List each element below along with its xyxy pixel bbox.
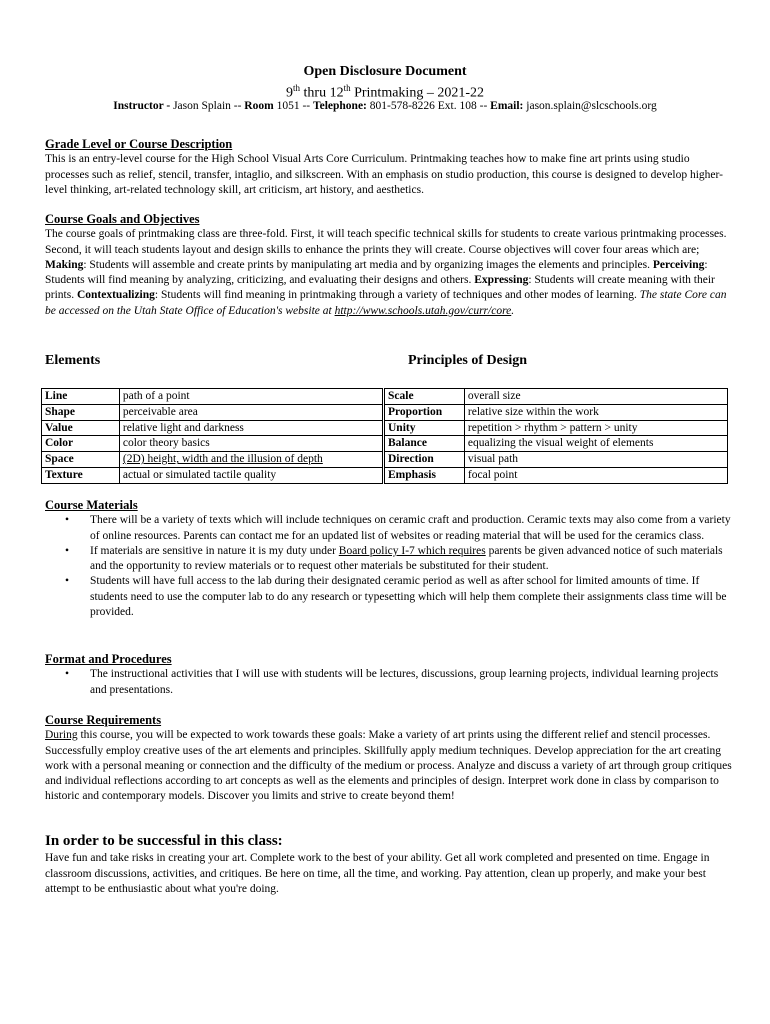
success-heading: In order to be successful in this class: (45, 833, 283, 849)
table-cell-desc: focal point (464, 467, 727, 483)
elements-table (41, 388, 383, 484)
subtitle-grade-start: 9 (286, 85, 293, 101)
table-cell-desc: relative light and darkness (119, 420, 382, 436)
perceiving-text: : Students will find meaning by analyzing, criticizing, and evaluating their designs and others. (45, 258, 708, 287)
grade-level-heading: Grade Level or Course Description (45, 137, 233, 151)
table-cell-term: Emphasis (385, 467, 465, 483)
table-row (385, 404, 728, 420)
course-subtitle (0, 83, 770, 102)
table-cell-desc: actual or simulated tactile quality (119, 467, 382, 483)
requirements-body: this course, you will be expected to work towards these goals: Make a variety of art prints using the different relief and stencil processes. Successfully employ creative uses of the art elements and principles. Skillfully apply medium techniques. Develop appreciation for the art creating work with a personal meaning or connection and the difficulty of the medium or process. Analyze and discuss a variety of art through group critiques and individual reflections according to art concepts as well as the elements and principles of design. Interpret work done in class by comparison to historic and contemporary models. Discover you limits and strive to create beyond them! (45, 729, 732, 803)
format-section (45, 652, 735, 698)
table-cell-desc: color theory basics (119, 436, 382, 452)
instructor-label: Instructor - (113, 100, 171, 112)
core-link[interactable]: http://www.schools.utah.gov/curr/core (334, 304, 512, 317)
requirements-text (45, 728, 735, 804)
making-text: : Students will assemble and create prints by manipulating art media and by organizing images the elements and principles. (83, 258, 653, 271)
table-cell-term: Line (42, 389, 120, 405)
phone-value: 801-578-8226 Ext. 108 -- (366, 100, 491, 112)
table-cell-desc: path of a point (119, 389, 382, 405)
table-cell-term: Color (42, 436, 120, 452)
bullet-icon: • (65, 544, 70, 557)
board-policy-link[interactable]: Board policy I-7 which requires (338, 544, 486, 557)
bullet-icon: • (65, 514, 70, 527)
instructor-contact (0, 100, 770, 112)
success-text: Have fun and take risks in creating your art. Complete work to the best of your ability. Get all work completed and presented on time. Engage in classroom discussions, activities, and critiques. Be here on time, all the time, and working. Pay attention, clean up properly, and make your best attempt to be enthusiastic about what you're doing. (45, 852, 710, 895)
materials-item-1: There will be a variety of texts which will include techniques on ceramic craft and production. Ceramic texts may also come from a variety of online resources. Parents can contact me for an updated list of websites or reading material that will be used for the ceramics class. (90, 514, 731, 542)
subtitle-sup-2: th (343, 83, 351, 93)
instructor-name: Jason Splain -- (170, 100, 245, 112)
course-materials-section (45, 498, 735, 620)
table-cell-term: Texture (42, 467, 120, 483)
core-note-end: . (511, 304, 515, 317)
contextualizing-label: Contextualizing (76, 289, 155, 302)
list-item (45, 513, 735, 544)
table-cell-desc: overall size (464, 389, 727, 405)
format-heading: Format and Procedures (45, 652, 172, 666)
room-label: Room (244, 100, 274, 112)
table-row (385, 389, 728, 405)
document-title: Open Disclosure Document (303, 64, 467, 79)
table-cell-term: Scale (385, 389, 465, 405)
format-list (45, 667, 735, 698)
principles-table (384, 388, 728, 484)
contextualizing-text: : Students will find meaning in printmaking through a variety of techniques and other modes of learning. (154, 289, 640, 302)
expressing-label: Expressing (474, 274, 529, 287)
expressing-text: : Students will create meaning with their prints. (45, 274, 715, 302)
table-row (385, 436, 728, 452)
table-cell-desc: relative size within the work (464, 404, 727, 420)
table-row (385, 420, 728, 436)
making-label: Making (45, 258, 84, 271)
success-section (45, 834, 735, 897)
subtitle-rest: Printmaking – 2021-22 (350, 85, 484, 101)
course-materials-heading: Course Materials (45, 498, 138, 512)
table-cell-term: Unity (385, 420, 465, 436)
email-value: jason.splain@slcschools.org (523, 100, 657, 112)
table-row (385, 467, 728, 483)
table-cell-desc: visual path (464, 452, 727, 468)
format-item-1: The instructional activities that I will use with students will be lectures, discussions, group learning projects, individual learning projects and presentations. (90, 668, 719, 696)
table-cell-desc: (2D) height, width and the illusion of depth (119, 452, 382, 468)
table-cell-desc: equalizing the visual weight of elements (464, 436, 727, 452)
bullet-icon: • (65, 668, 70, 681)
table-cell-term: Direction (385, 452, 465, 468)
table-cell-term: Space (42, 452, 120, 468)
perceiving-label: Perceiving (652, 258, 705, 271)
table-row (42, 467, 383, 483)
course-goals-text (45, 227, 735, 319)
table-cell-desc: repetition > rhythm > pattern > unity (464, 420, 727, 436)
grade-level-section (45, 137, 735, 198)
course-goals-section (45, 212, 735, 319)
requirements-first-word: During (45, 729, 78, 742)
table-cell-term: Value (42, 420, 120, 436)
grade-level-text: This is an entry-level course for the High School Visual Arts Core Curriculum. Printmaking teaches how to make fine art prints using studio processes such as relief, stencil, transfer, intaglio, and silkscreen. With an emphasis on studio production, this course is designed to develop higher-level thinking, art-related technology skill, art criticism, art history, and aesthetics. (45, 153, 723, 196)
list-item (45, 544, 735, 575)
table-cell-term: Shape (42, 404, 120, 420)
table-row (42, 404, 383, 420)
phone-label: Telephone: (312, 100, 367, 112)
table-cell-term: Proportion (385, 404, 465, 420)
principles-heading: Principles of Design (408, 353, 527, 368)
email-label: Email: (490, 100, 524, 112)
core-note: The state Core can be accessed on the Utah State Office of Education's website at (45, 289, 727, 317)
list-item (45, 574, 735, 620)
table-row (42, 389, 383, 405)
room-value: 1051 -- (273, 100, 313, 112)
materials-item-2b: parents be given advanced notice of such materials and the opportunity to review materials or to request other materials be substituted for their student. (90, 544, 723, 573)
table-row (42, 420, 383, 436)
subtitle-mid: thru 12 (300, 85, 344, 101)
bullet-icon: • (65, 575, 70, 588)
list-item (45, 667, 735, 698)
requirements-section (45, 713, 735, 805)
table-cell-desc: perceivable area (119, 404, 382, 420)
course-goals-heading: Course Goals and Objectives (45, 212, 200, 226)
materials-list (45, 513, 735, 620)
subtitle-sup-1: th (293, 83, 301, 93)
materials-item-3: Students will have full access to the lab during their designated ceramic period as well as after school for limited amounts of time. If students need to use the computer lab to do any research or typesetting which will help them complete their assignments class time will be provided. (90, 575, 727, 619)
table-row (42, 436, 383, 452)
table-cell-term: Balance (385, 436, 465, 452)
goals-intro: The course goals of printmaking class are three-fold. First, it will teach specific technical skills for students to create various printmaking processes. Second, it will teach students layout and design skills to enhance the prints they will create. Course objectives will cover four areas which are; (45, 228, 727, 256)
materials-item-2a: If materials are sensitive in nature it is my duty under (90, 544, 339, 557)
table-row (385, 452, 728, 468)
table-row (42, 452, 383, 468)
elements-heading: Elements (45, 353, 101, 368)
requirements-heading: Course Requirements (45, 713, 162, 727)
